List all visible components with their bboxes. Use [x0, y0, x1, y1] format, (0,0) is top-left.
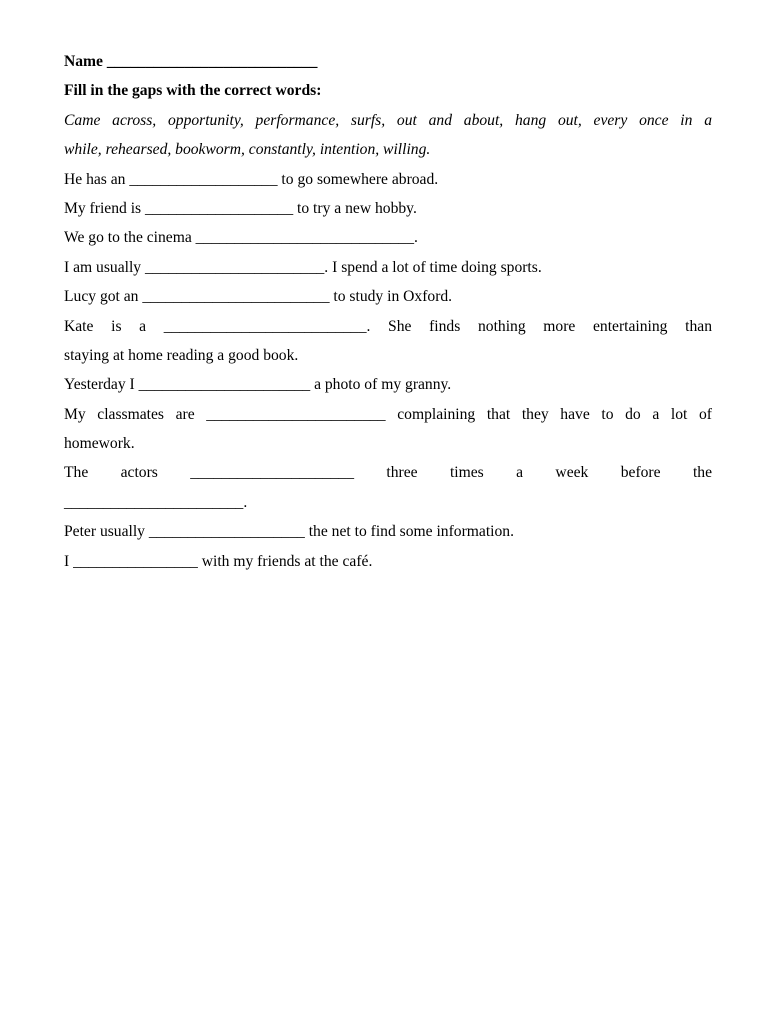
word-bank-line-2: while, rehearsed, bookworm, constantly, intention, willing. — [64, 141, 431, 159]
sentence-5: Lucy got an ________________________ to study in Oxford. — [64, 288, 453, 306]
sentence-6-line-2: staying at home reading a good book. — [64, 346, 299, 364]
sentence-10: Peter usually ____________________ the net to find some information. — [64, 523, 514, 541]
sentence-9-line-1: The actors _____________________ three times a week before the — [64, 464, 712, 482]
sentence-4: I am usually _______________________. I spend a lot of time doing sports. — [64, 258, 542, 276]
word-bank-line-1: Came across, opportunity, performance, surfs, out and about, hang out, every once in a — [64, 111, 712, 129]
sentence-3: We go to the cinema ____________________________. — [64, 229, 418, 247]
sentence-6-line-1: Kate is a __________________________. She finds nothing more entertaining than — [64, 317, 712, 335]
sentence-8-line-2: homework. — [64, 435, 135, 453]
sentence-8-line-1: My classmates are _______________________ complaining that they have to do a lot of — [64, 405, 712, 423]
name-line: Name ___________________________ — [64, 53, 318, 70]
worksheet-content — [64, 47, 712, 576]
instruction-heading: Fill in the gaps with the correct words: — [64, 82, 322, 100]
sentence-7: Yesterday I ______________________ a photo of my granny. — [64, 376, 452, 394]
sentence-9-line-2: _______________________. — [64, 493, 248, 511]
sentence-11: I ________________ with my friends at the café. — [64, 552, 373, 570]
sentence-2: My friend is ___________________ to try a new hobby. — [64, 199, 417, 217]
sentence-1: He has an ___________________ to go somewhere abroad. — [64, 170, 439, 188]
